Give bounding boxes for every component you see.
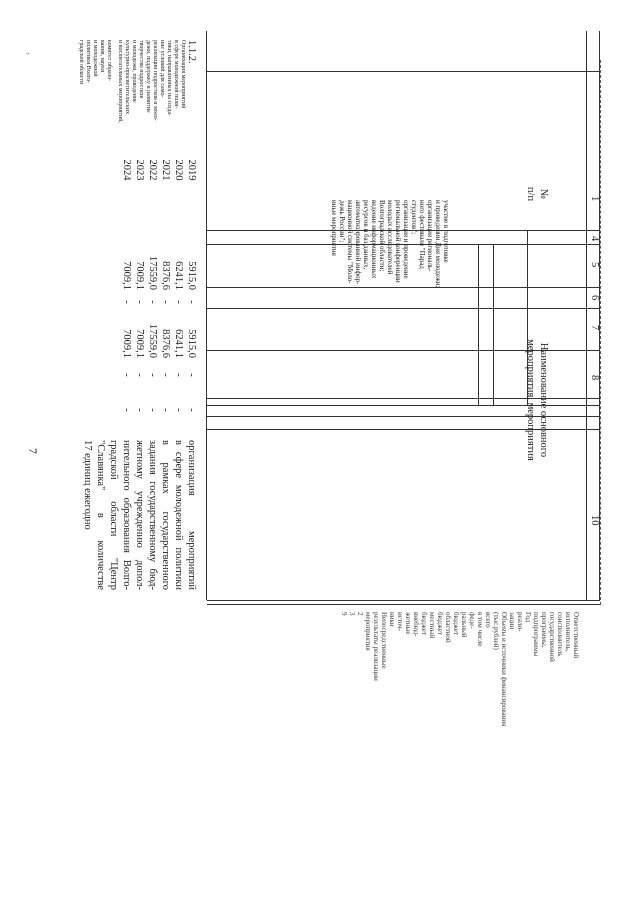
local-column: - - - - - - [121, 373, 197, 377]
scan-mark: ‚ [25, 52, 36, 56]
row-name-block: Организация мероприятий в сфере молодежной поли- тики, направленных на созда- ние условий для само- реализации подростков и моло- дежи, поддержку и развитие творчества подростков и молодежи, проведение культурно-просветительских и воспитательных мероприятий, [117, 40, 186, 123]
colnum-1: 1 [589, 196, 600, 202]
colnum-4: 4 [589, 236, 600, 242]
other-column: - - - - - - [121, 408, 197, 412]
result-lines: организация мероприятий в сфере молодежной политики в рамках государственного задания государственному бюд- жетному учреждению допол- нительного образования Волго- градской области "Центр "Славянка" в количестве 17 единиц ежегодно [82, 440, 197, 590]
row-executor-block: комитет образо- вания, науки и молодежной политики Волго- градской области [78, 40, 112, 85]
year-column: 2019 2020 2021 2022 2023 2024 [121, 159, 197, 181]
col-sep-11 [207, 600, 600, 601]
table-lower-rule [206, 31, 207, 600]
col-number-bottom-rule [586, 31, 587, 600]
row-number: 1.1.2. [186, 40, 197, 64]
header-num-col: № п/п [525, 186, 549, 202]
colnum-7: 7 [589, 325, 600, 331]
table-right-edge [207, 604, 600, 605]
colnum-6: 6 [589, 295, 600, 301]
page-number: 7 [26, 448, 40, 454]
header-name-col: Наименование основного мероприятия, мероприятия [525, 339, 549, 461]
colnum-8: 8 [589, 375, 600, 381]
regional-column: 5915,0 6241,1 8376,6 17559,0 7009,1 7009,1 [121, 323, 197, 358]
continued-text-block: участие в подготовке и проведении Дня молодежи; организация региональ- ного фестиваля "Парад студентов"; организация и проведение региональной конференции молодых исследователей Волгоградской области; ведение информационных ресурсов и баз данных, автоматизированной инфор- мационной системы "Моло- дежь России"; иные мероприятия [330, 200, 450, 288]
funding-header-rule-3 [478, 244, 479, 405]
federal-column: - - - - - - [121, 300, 197, 304]
colnum-10: 10 [589, 515, 600, 526]
funding-header-rule-2 [493, 244, 494, 405]
colnum-5: 5 [589, 262, 600, 268]
aux-header-block: Ответственный исполнитель, соисполнитель государственной программы, подпрограммы Год реали- зации Объемы и источники финансирования (тыс.рублей) всего в том числе феде- ральный бюджет областной бюджет местный бюджет внебюд- жетные источ- ники Непосредственные результаты реализации мероприятия 2 3 9 [340, 612, 580, 727]
col-sep-1 [207, 71, 600, 72]
total-column: 5915,0 6241,1 8376,6 17559,0 7009,1 7009,1 [121, 255, 197, 290]
